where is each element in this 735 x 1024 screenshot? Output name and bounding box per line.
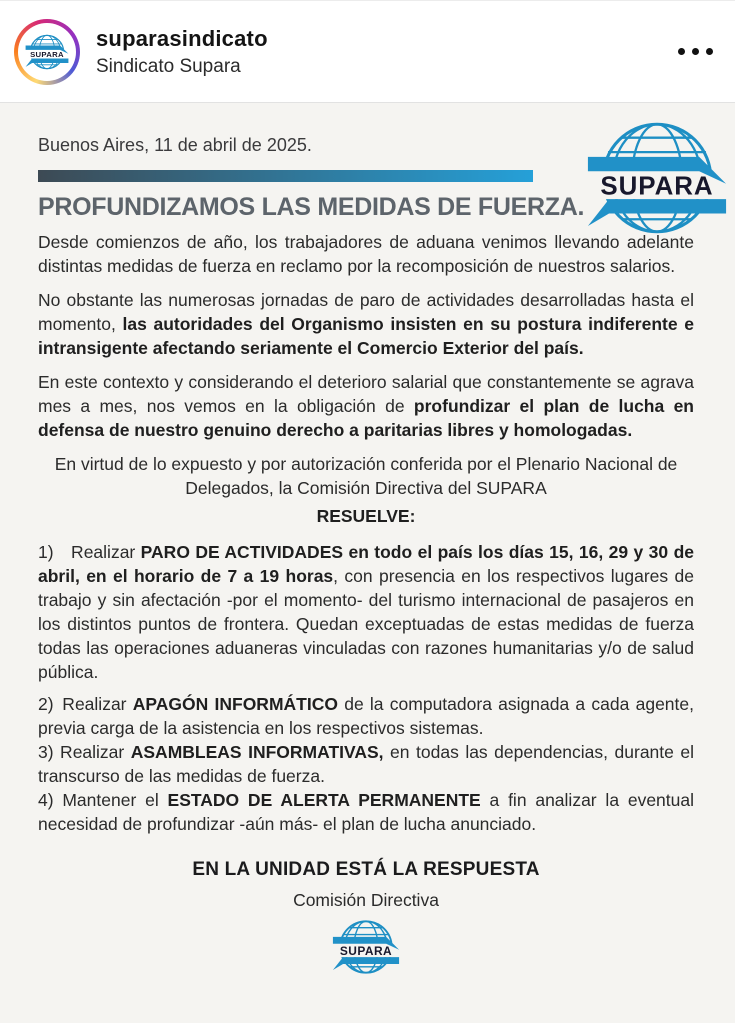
- logo-wordmark: SUPARA: [600, 172, 714, 201]
- document-paragraph: No obstante las numerosas jornadas de paro de actividades desarrolladas hasta el momento, las autoridades del Organismo insisten en su postura indiferente e intransigente afectando seriamente el Comercio Exterior del país.: [38, 290, 694, 358]
- resolution-item: 1) Realizar PARO DE ACTIVIDADES en todo el país los días 15, 16, 29 y 30 de abril, en el horario de 7 a 19 horas, con presencia en los respectivos lugares de trabajo y sin afectación -por el momento- del turismo internacional de pasajeros en los distintos puntos de frontera. Quedan exceptuadas de estas medidas de fuerza todas las operaciones aduaneras vinculadas con razones humanitarias y/o de salud pública.: [38, 542, 694, 682]
- footer-logo: [38, 918, 694, 982]
- document-paragraph: RESUELVE:: [316, 506, 416, 526]
- resolution-item: 2) Realizar APAGÓN INFORMÁTICO de la computadora asignada a cada agente, previa carga de la asistencia en los respectivos sistemas.: [38, 694, 694, 738]
- title-accent-bar: [38, 170, 533, 182]
- document-logo: [586, 118, 728, 238]
- more-options-button[interactable]: [674, 38, 717, 65]
- avatar-inner: [18, 23, 76, 81]
- document-paragraphs: [38, 230, 694, 528]
- avatar[interactable]: [14, 19, 80, 85]
- logo-wordmark: SUPARA: [339, 943, 393, 958]
- post-header: [0, 0, 735, 103]
- post-image-document: [0, 103, 735, 1023]
- document-paragraph: En este contexto y considerando el deterioro salarial que constantemente se agrava mes a mes, nos vemos en la obligación de profundizar el plan de lucha en defensa de nuestro genuino derecho a paritarias libres y homologadas.: [38, 372, 694, 440]
- more-options-icon: [678, 48, 685, 55]
- supara-logo-icon: [25, 33, 69, 71]
- more-options-icon: [692, 48, 699, 55]
- account-identity: [96, 26, 268, 78]
- document-paragraph: En virtud de lo expuesto y por autorización conferida por el Plenario Nacional de Delegados, la Comisión Directiva del SUPARA: [54, 454, 678, 498]
- resolution-items: [38, 540, 694, 836]
- footer-signature: Comisión Directiva: [293, 890, 439, 910]
- logo-wordmark: SUPARA: [30, 49, 64, 59]
- account-display-name: Sindicato Supara: [96, 55, 241, 77]
- more-options-icon: [706, 48, 713, 55]
- document-footer: [38, 858, 694, 982]
- document-paragraph: Desde comienzos de año, los trabajadores de aduana venimos llevando adelante distintas medidas de fuerza en reclamo por la recomposición de nuestros salarios.: [38, 232, 694, 276]
- document-title: PROFUNDIZAMOS LAS MEDIDAS DE FUERZA.: [38, 193, 585, 221]
- footer-slogan: EN LA UNIDAD ESTÁ LA RESPUESTA: [192, 859, 540, 880]
- document-body: [38, 230, 694, 982]
- resolution-item: 4) Mantener el ESTADO DE ALERTA PERMANENTE a fin analizar la eventual necesidad de profundizar -aún más- el plan de lucha anunciado.: [38, 790, 695, 834]
- document-date: Buenos Aires, 11 de abril de 2025.: [38, 135, 312, 155]
- username[interactable]: suparasindicato: [96, 25, 268, 51]
- supara-logo-icon: [332, 918, 400, 976]
- supara-logo-icon: [586, 118, 728, 238]
- resolution-item: 3) Realizar ASAMBLEAS INFORMATIVAS, en todas las dependencias, durante el transcurso de las medidas de fuerza.: [38, 742, 694, 786]
